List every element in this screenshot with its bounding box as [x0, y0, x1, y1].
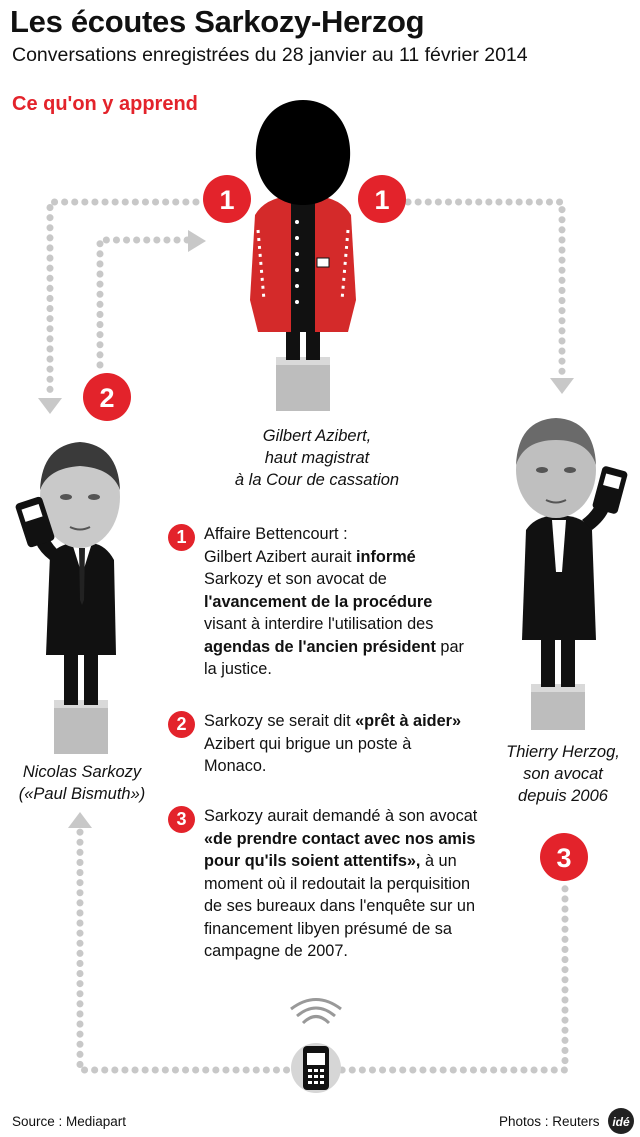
- photo-credit: Photos : Reuters: [499, 1114, 600, 1129]
- arrow-down-right-icon: [550, 378, 574, 394]
- badge-1-right-label: 1: [374, 185, 390, 215]
- caption-azibert-line3: à la Cour de cassation: [234, 471, 400, 489]
- arrow-up-left-icon: [68, 812, 92, 828]
- source-credit: Source : Mediapart: [12, 1114, 127, 1129]
- caption-herzog: [488, 741, 638, 807]
- herzog-figure: [516, 418, 628, 730]
- caption-sarkozy-line2: («Paul Bismuth»): [18, 785, 146, 803]
- sarkozy-figure: [15, 442, 120, 754]
- azibert-silhouette-head: [256, 100, 350, 205]
- caption-herzog-line3: depuis 2006: [518, 787, 608, 805]
- ide-logo-text: idé: [612, 1115, 630, 1129]
- item-text: Sarkozy se serait dit «prêt à aider» Azibert qui brigue un poste à Monaco.: [204, 712, 462, 775]
- path-azibert-to-herzog: [408, 202, 562, 375]
- caption-azibert: [222, 425, 412, 491]
- caption-azibert-line1: Gilbert Azibert,: [262, 427, 372, 445]
- arrow-down-left-icon: [38, 398, 62, 414]
- badge-3-label: 3: [556, 843, 572, 873]
- azibert-pedestal: [276, 357, 330, 411]
- list-item-1: [168, 523, 478, 681]
- badge-2-label: 2: [99, 383, 115, 413]
- section-heading: Ce qu'on y apprend: [12, 93, 198, 115]
- page-title: Les écoutes Sarkozy-Herzog: [10, 4, 425, 39]
- phone-icon: [592, 465, 629, 514]
- caption-herzog-line2: son avocat: [523, 765, 603, 783]
- azibert-figure: [250, 100, 356, 411]
- item-number-badge: 2: [168, 711, 195, 738]
- caption-sarkozy-line1: Nicolas Sarkozy: [22, 763, 142, 781]
- page-subtitle: Conversations enregistrées du 28 janvier au 11 février 2014: [12, 44, 528, 66]
- caption-azibert-line2: haut magistrat: [264, 449, 370, 467]
- list-item-2: [168, 710, 478, 778]
- sarkozy-pedestal: [54, 700, 108, 754]
- signal-icon: [303, 1017, 329, 1024]
- item-text: Affaire Bettencourt : Gilbert Azibert aurait informé Sarkozy et son avocat de l'avancement de la procédure visant à interdire l'utilisation des agendas de l'ancien président par la justice.: [204, 525, 464, 678]
- caption-sarkozy: [0, 761, 164, 805]
- path-azibert-to-sarkozy: [50, 202, 196, 395]
- list-item-3: [168, 805, 478, 963]
- item-text: Sarkozy aurait demandé à son avocat «de prendre contact avec nos amis pour qu'ils soient attentifs», à un moment où il redoutait la perquisition de ses bureaux dans l'enquête sur un financement libyen présumé de sa campagne de 2007.: [204, 807, 478, 960]
- path-sarkozy-to-azibert: [100, 240, 190, 365]
- item-number-badge: 1: [168, 524, 195, 551]
- badge-1-left-label: 1: [219, 185, 235, 215]
- item-number-badge: 3: [168, 806, 195, 833]
- caption-herzog-line1: Thierry Herzog,: [506, 743, 620, 761]
- arrow-right-icon: [188, 230, 206, 252]
- wiretap-phone: [291, 1000, 341, 1094]
